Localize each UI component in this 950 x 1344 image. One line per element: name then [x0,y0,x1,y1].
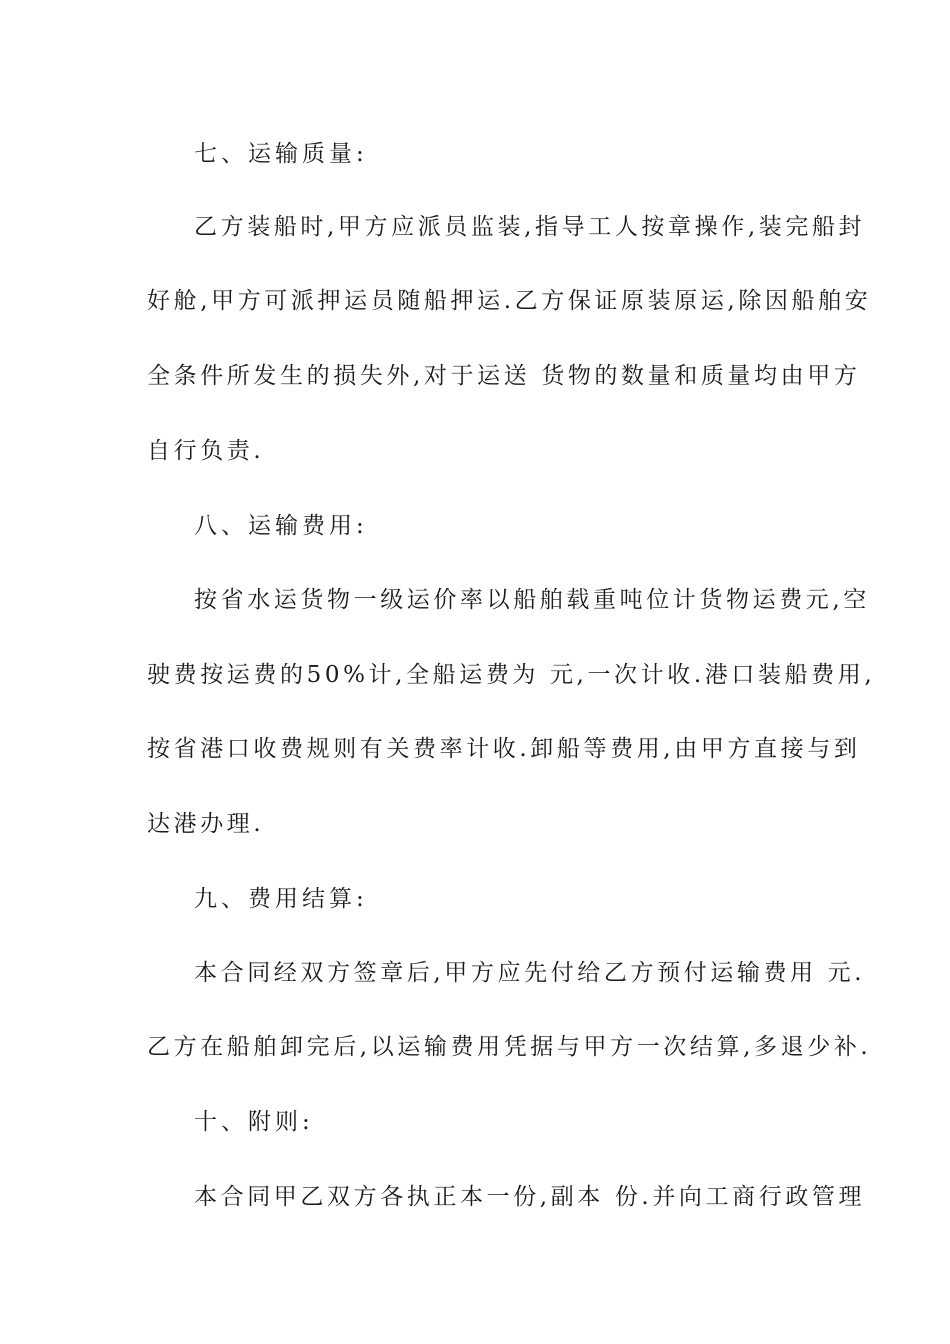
paragraph-line: 按省港口收费规则有关费率计收.卸船等费用,由甲方直接与到 [147,736,861,762]
paragraph-line: 本合同经双方签章后,甲方应先付给乙方预付运输费用 元. [194,960,866,986]
paragraph-line: 全条件所发生的损失外,对于运送 货物的数量和质量均由甲方 [147,363,861,389]
paragraph-line: 达港办理. [147,811,265,837]
paragraph-line: 本合同甲乙双方各执正本一份,副本 份.并向工商行政管理 [194,1184,866,1210]
paragraph-line: 按省水运货物一级运价率以船舶载重吨位计货物运费元,空 [194,587,870,613]
paragraph-line: 乙方装船时,甲方应派员监装,指导工人按章操作,装完船封 [194,214,866,240]
paragraph-line: 好舱,甲方可派押运员随船押运.乙方保证原装原运,除因船舶安 [147,288,872,314]
paragraph-line: 自行负责. [147,438,265,464]
section-heading-transport-fees: 八、运输费用: [194,513,368,539]
paragraph-line: 乙方在船舶卸完后,以运输费用凭据与甲方一次结算,多退少补. [147,1034,872,1060]
paragraph-line: 驶费按运费的50%计,全船运费为 元,一次计收.港口装船费用, [147,662,876,688]
section-heading-transport-quality: 七、运输质量: [194,141,368,167]
section-heading-fee-settlement: 九、费用结算: [194,886,368,912]
section-heading-supplementary-provisions: 十、附则: [194,1109,314,1135]
